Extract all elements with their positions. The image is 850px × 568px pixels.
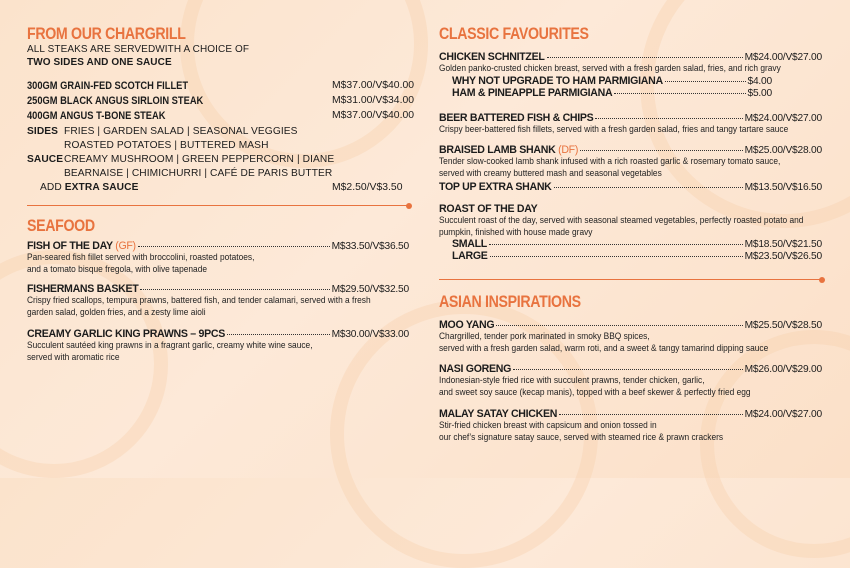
sauce-line1: CREAMY MUSHROOM | GREEN PEPPERCORN | DIANE [64, 154, 335, 165]
menu-item-desc: Succulent roast of the day, served with seasonal steamed vegetables, perfectly roasted potato and [439, 215, 804, 225]
menu-item-desc: Succulent sautéed king prawns in a fragrant garlic, creamy white wine sauce, [27, 340, 313, 350]
menu-item-satay-chicken [439, 408, 822, 443]
menu-item-name: MOO YANG [439, 319, 495, 331]
dot-leader [580, 150, 742, 151]
menu-item-price: M$33.50/V$36.50 [331, 241, 409, 252]
menu-item-header [27, 283, 409, 295]
menu-item-lamb-shank [439, 144, 822, 193]
dot-leader [227, 334, 330, 335]
dot-leader [140, 289, 329, 290]
menu-item-desc: Pan-seared fish fillet served with broccolini, roasted potatoes, [27, 252, 255, 262]
menu-item-price: M$24.00/V$27.00 [744, 52, 822, 63]
roast-size-large [452, 250, 822, 262]
dot-leader [614, 93, 745, 94]
sauce-row [27, 153, 334, 167]
menu-item-desc: Indonesian-style fried rice with succulent prawns, tender chicken, garlic, [439, 375, 705, 385]
dot-leader [554, 187, 743, 188]
menu-item-desc: garden salad, golden fries, and a zesty lime aioli [27, 306, 206, 317]
chargrill-intro-line1: ALL STEAKS ARE SERVEDWITH A CHOICE OF [27, 44, 250, 55]
dietary-tag: (DF) [558, 144, 579, 156]
menu-item-price: M$25.50/V$28.50 [744, 320, 822, 331]
size-price: M$18.50/V$21.50 [744, 239, 822, 251]
roast-size-small [452, 238, 822, 250]
dot-leader [595, 118, 742, 119]
extra-shank-row [439, 181, 822, 193]
menu-item-desc: served with creamy buttered mash and seasonal vegetables [439, 167, 662, 178]
menu-item-price: M$24.00/V$27.00 [744, 409, 822, 420]
steak-price: M$31.00/V$34.00 [332, 95, 415, 106]
sides-row [27, 125, 298, 139]
menu-item-name [439, 144, 578, 156]
menu-item-desc: and sweet soy sauce (kecap manis), topped with a beef skewer & perfectly fried egg [439, 386, 751, 397]
menu-item-price: M$30.00/V$33.00 [331, 329, 409, 340]
menu-item-price: M$24.00/V$27.00 [744, 113, 822, 124]
upgrade-option [452, 75, 772, 87]
menu-item-roast [439, 203, 822, 262]
menu-item-header [27, 328, 409, 340]
menu-item-desc: served with a fresh garden salad, warm roti, and a sweet & tangy tamarind dipping sauce [439, 342, 769, 353]
upgrade-option-name: HAM & PINEAPPLE PARMIGIANA [452, 86, 613, 99]
menu-item-nasi-goreng [439, 363, 822, 398]
menu-item-header [439, 408, 822, 420]
extra-sauce-prefix: ADD [40, 182, 62, 193]
extra-shank-name: TOP UP EXTRA SHANK [439, 181, 552, 194]
extra-sauce-label [40, 181, 139, 195]
menu-item-name: NASI GORENG [439, 363, 512, 375]
menu-item-desc: pumpkin, finished with house made gravy [439, 226, 593, 237]
section-title-seafood: SEAFOOD [27, 217, 95, 235]
menu-item-price: M$25.00/V$28.00 [744, 145, 822, 156]
chargrill-intro-line2: TWO SIDES AND ONE SAUCE [27, 56, 172, 68]
size-name: SMALL [452, 238, 487, 251]
menu-item-header [439, 203, 822, 215]
menu-item-desc: Stir-fried chicken breast with capsicum and onion tossed in [439, 420, 657, 430]
menu-item-header [439, 112, 822, 124]
section-title-asian: ASIAN INSPIRATIONS [439, 293, 581, 311]
dot-leader [490, 256, 743, 257]
menu-item-header [439, 144, 822, 156]
upgrade-option-name: WHY NOT UPGRADE TO HAM PARMIGIANA [452, 74, 663, 87]
menu-item-header [439, 319, 822, 331]
menu-item-name: CREAMY GARLIC KING PRAWNS – 9PCS [27, 328, 225, 340]
menu-item-name: CHICKEN SCHNITZEL [439, 51, 545, 63]
menu-item-header [439, 363, 822, 375]
dietary-tag: (GF) [115, 240, 136, 252]
dot-leader [665, 81, 746, 82]
menu-item-desc: Crispy fried scallops, tempura prawns, battered fish, and tender calamari, served with a fresh [27, 295, 371, 305]
menu-item-desc: served with aromatic rice [27, 351, 120, 362]
section-divider [439, 279, 822, 280]
upgrade-option-price: $5.00 [747, 87, 772, 99]
menu-item-schnitzel [439, 51, 822, 99]
extra-sauce-name: EXTRA SAUCE [64, 182, 139, 193]
dot-leader [513, 369, 743, 370]
section-divider [27, 205, 409, 206]
menu-item-desc: Tender slow-cooked lamb shank infused with a rich roasted garlic & rosemary tomato sauce, [439, 156, 781, 166]
item-name-text: FISH OF THE DAY [27, 240, 113, 252]
dot-leader [547, 57, 743, 58]
sides-line2: ROASTED POTATOES | BUTTERED MASH [64, 140, 269, 151]
menu-item-desc: Chargrilled, tender pork marinated in smoky BBQ spices, [439, 331, 650, 341]
menu-item-desc: Golden panko-crusted chicken breast, served with a fresh garden salad, fries, and rich gravy [439, 63, 781, 73]
menu-item-name: MALAY SATAY CHICKEN [439, 408, 558, 420]
sauce-label: SAUCE [27, 154, 64, 165]
dot-leader [138, 246, 330, 247]
size-name: LARGE [452, 250, 488, 263]
item-name-text: BRAISED LAMB SHANK [439, 144, 556, 156]
menu-item-price: M$26.00/V$29.00 [744, 364, 822, 375]
extra-shank-price: M$13.50/V$16.50 [744, 182, 822, 194]
menu-item-garlic-prawns [27, 328, 409, 363]
menu-item-name: BEER BATTERED FISH & CHIPS [439, 112, 594, 124]
chargrill-intro [27, 44, 249, 69]
size-price: M$23.50/V$26.50 [744, 251, 822, 263]
section-title-classic: CLASSIC FAVOURITES [439, 25, 589, 43]
menu-item-desc: our chef’s signature satay sauce, served with steamed rice & prawn crackers [439, 431, 724, 442]
sides-line1: FRIES | GARDEN SALAD | SEASONAL VEGGIES [64, 126, 298, 137]
menu-item-fishermans-basket [27, 283, 409, 318]
menu-item-header [439, 51, 822, 63]
menu-item-desc: Crispy beer-battered fish fillets, served with a fresh garden salad, fries and tangy tartare sauce [439, 124, 789, 134]
menu-item-desc: and a tomato bisque fregola, with olive tapenade [27, 263, 208, 274]
sauce-line2: BEARNAISE | CHIMICHURRI | CAFÉ DE PARIS BUTTER [64, 168, 333, 179]
dot-leader [496, 325, 742, 326]
dot-leader [559, 414, 742, 415]
menu-item-name: FISHERMANS BASKET [27, 283, 139, 295]
menu-item-fish-and-chips [439, 112, 822, 136]
steak-name: 250GM BLACK ANGUS SIRLOIN STEAK [27, 95, 204, 107]
menu-item-name: ROAST OF THE DAY [439, 203, 538, 215]
upgrade-option-price: $4.00 [747, 75, 772, 87]
section-title-chargrill: FROM OUR CHARGRILL [27, 25, 186, 43]
steak-name: 300GM GRAIN-FED SCOTCH FILLET [27, 80, 189, 92]
menu-item-price: M$29.50/V$32.50 [331, 284, 409, 295]
sides-label: SIDES [27, 126, 59, 137]
dot-leader [489, 244, 743, 245]
menu-item-name [27, 240, 136, 252]
menu-item-header [27, 240, 409, 252]
steak-price: M$37.00/V$40.00 [332, 80, 415, 91]
steak-name: 400GM ANGUS T-BONE STEAK [27, 110, 166, 122]
menu-item-fish-of-the-day [27, 240, 409, 275]
menu-item-moo-yang [439, 319, 822, 354]
steak-price: M$37.00/V$40.00 [332, 110, 415, 121]
extra-sauce-price: M$2.50/V$3.50 [332, 182, 403, 193]
upgrade-option [452, 87, 772, 99]
